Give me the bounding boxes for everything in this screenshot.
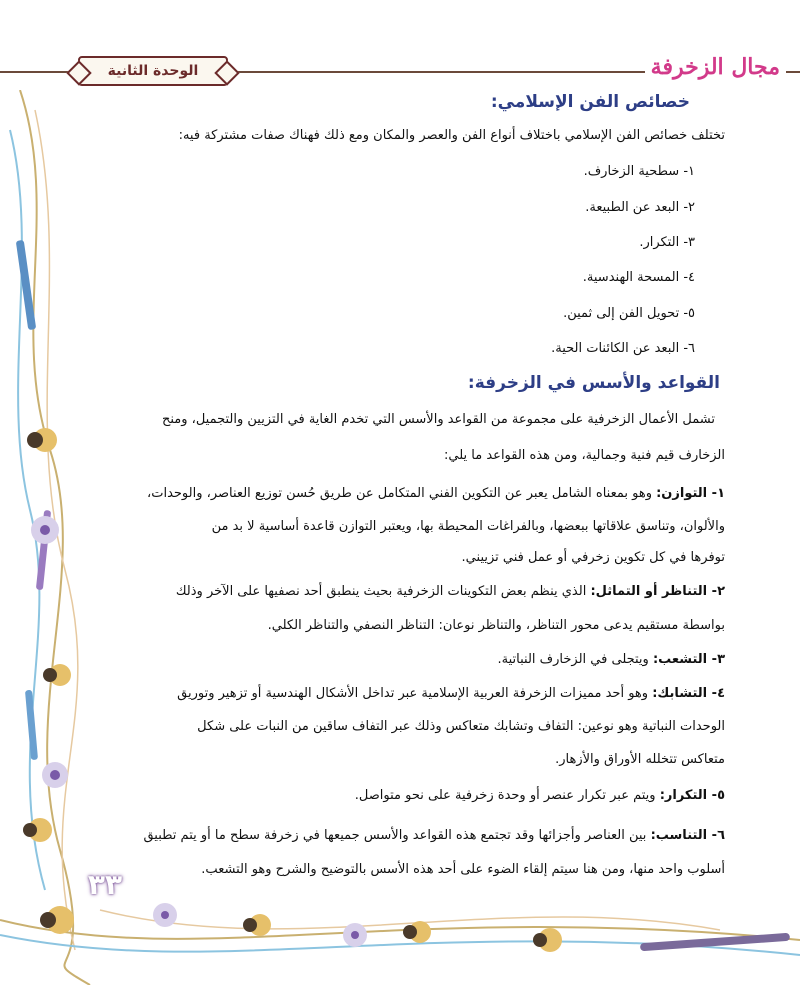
rule1-line1 xyxy=(147,486,725,501)
heading-islamic-art-features: خصائص الفن الإسلامي: xyxy=(490,92,690,112)
list-item: ٢- البعد عن الطبيعة. xyxy=(585,200,695,215)
rule5-line1 xyxy=(355,788,725,803)
rule3-line1 xyxy=(498,652,725,667)
rule1-text: وهو بمعناه الشامل يعبر عن التكوين الفني المتكامل عن طريق حُسن توزيع العناصر، والوحدات، xyxy=(147,486,657,501)
rule4-term: ٤- التشابك: xyxy=(652,686,725,701)
heading-rules-foundations: القواعد والأسس في الزخرفة: xyxy=(467,373,720,393)
unit-label: الوحدة الثانية xyxy=(107,63,199,79)
rule3-term: ٣- التشعب: xyxy=(652,652,725,667)
rule4-line1 xyxy=(177,686,725,701)
rule6-text: بين العناصر وأجزائها وقد تجتمع هذه القواعد والأسس جميعها في زخرفة سطح ما أو يتم تطبيق xyxy=(143,828,651,843)
rule6-line1 xyxy=(143,828,725,843)
rule6-term: ٦- التناسب: xyxy=(650,828,725,843)
list-item: ٤- المسحة الهندسية. xyxy=(582,270,695,285)
decorative-border xyxy=(0,90,95,985)
rule4-line2: الوحدات النباتية وهو نوعين: التفاف وتشابك متعاكس وذلك عبر التفاف ساقين من النبات على شكل xyxy=(197,719,725,734)
section2-intro-line2: الزخارف قيم فنية وجمالية، ومن هذه القواعد ما يلي: xyxy=(444,448,725,463)
section1-intro: تختلف خصائص الفن الإسلامي باختلاف أنواع الفن والعصر والمكان ومع ذلك فهناك صفات مشتركة فيه: xyxy=(178,128,725,143)
rule2-line2: بواسطة مستقيم يدعى محور التناظر، والتناظر نوعان: التناظر النصفي والتناظر الكلي. xyxy=(267,618,725,633)
list-item: ٥- تحويل الفن إلى ثمين. xyxy=(563,306,695,321)
rule3-text: ويتجلى في الزخارف النباتية. xyxy=(497,652,653,667)
list-item: ٣- التكرار. xyxy=(639,235,695,250)
list-item: ٦- البعد عن الكائنات الحية. xyxy=(551,341,695,356)
rule1-line2: والألوان، وتناسق علاقاتها ببعضها، وبالفراغات المحيطة بها، ويعتبر التوازن قاعدة أساسية لا بد من xyxy=(211,519,725,534)
rule6-line2: أسلوب واحد منها، ومن هنا سيتم إلقاء الضوء على أحد هذه الأسس بالتوضيح والشرح وهو التشعب. xyxy=(201,862,725,877)
rule2-line1 xyxy=(176,584,725,599)
rule5-text: ويتم عبر تكرار عنصر أو وحدة زخرفية على نحو متواصل. xyxy=(354,788,660,803)
rule4-text: وهو أحد مميزات الزخرفة العربية الإسلامية عبر تداخل الأشكال الهندسية أو تزهير وتوريق xyxy=(177,686,653,701)
rule5-term: ٥- التكرار: xyxy=(659,788,725,803)
unit-badge xyxy=(78,56,228,86)
rule2-term: ٢- التناظر أو التماثل: xyxy=(590,584,725,599)
rule1-term: ١- التوازن: xyxy=(656,486,725,501)
rule1-line3: توفرها في كل تكوين زخرفي أو عمل فني تزييني. xyxy=(461,550,725,565)
page-number: ٣٣ xyxy=(87,867,123,901)
rule4-line3: متعاكس تتخلله الأوراق والأزهار. xyxy=(555,752,725,767)
section-title: مجال الزخرفة xyxy=(645,54,786,80)
list-item: ١- سطحية الزخارف. xyxy=(583,164,695,179)
rule2-text: الذي ينظم بعض التكوينات الزخرفية بحيث ينطبق أحد نصفيها على الآخر وذلك xyxy=(175,584,591,599)
section2-intro-line1: تشمل الأعمال الزخرفية على مجموعة من القواعد والأسس التي تخدم الغاية في التزيين والتجميل، ومنح xyxy=(161,412,715,427)
